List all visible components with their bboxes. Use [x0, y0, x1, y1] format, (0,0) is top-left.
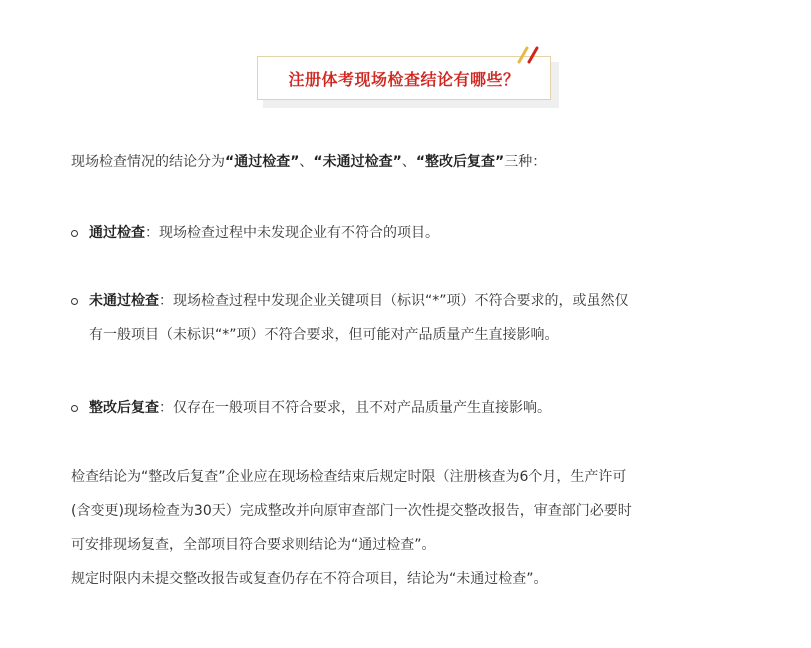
item-line: 仅存在一般项目不符合要求，且不对产品质量产生直接影响。 [173, 400, 551, 416]
list-item-recheck [71, 391, 761, 425]
intro-term-fail: “未通过检查” [313, 154, 402, 170]
item-colon: ： [159, 293, 173, 309]
closing-line: 检查结论为“整改后复查”企业应在现场检查结束后规定时限（注册核查为6个月，生产许可 [71, 469, 627, 485]
item-colon: ： [159, 400, 173, 416]
title-block [257, 56, 553, 102]
intro-suffix: 三种： [504, 154, 547, 170]
item-term: 未通过检查 [89, 293, 159, 309]
item-line: 有一般项目（未标识“*”项）不符合要求，但可能对产品质量产生直接影响。 [89, 327, 559, 343]
intro-sep1: 、 [299, 154, 314, 170]
closing-line: 规定时限内未提交整改报告或复查仍存在不符合项目，结论为“未通过检查”。 [71, 571, 548, 587]
intro-term-pass: “通过检查” [225, 154, 300, 170]
list-item-pass [71, 216, 761, 250]
list-item-fail [71, 284, 761, 352]
item-line: 现场检查过程中未发现企业有不符合的项目。 [159, 225, 439, 241]
item-line: 现场检查过程中发现企业关键项目（标识“*”项）不符合要求的，或虽然仅 [173, 293, 629, 309]
page-title: 注册体考现场检查结论有哪些？ [288, 69, 520, 89]
title-box [257, 56, 551, 100]
double-slash-deco-icon [516, 46, 542, 64]
closing-line: (含变更)现场检查为30天）完成整改并向原审查部门一次性提交整改报告，审查部门必要时 [71, 503, 632, 519]
hollow-circle-bullet-icon [71, 298, 78, 305]
intro-sep2: 、 [401, 154, 416, 170]
closing-line: 可安排现场复查，全部项目符合要求则结论为“通过检查”。 [71, 537, 436, 553]
intro-paragraph [71, 145, 761, 179]
hollow-circle-bullet-icon [71, 405, 78, 412]
hollow-circle-bullet-icon [71, 230, 78, 237]
intro-term-recheck: “整改后复查” [415, 154, 505, 170]
item-colon: ： [145, 225, 159, 241]
closing-paragraph [71, 460, 761, 596]
item-term: 整改后复查 [89, 400, 159, 416]
intro-prefix: 现场检查情况的结论分为 [71, 154, 225, 170]
item-term: 通过检查 [89, 225, 145, 241]
